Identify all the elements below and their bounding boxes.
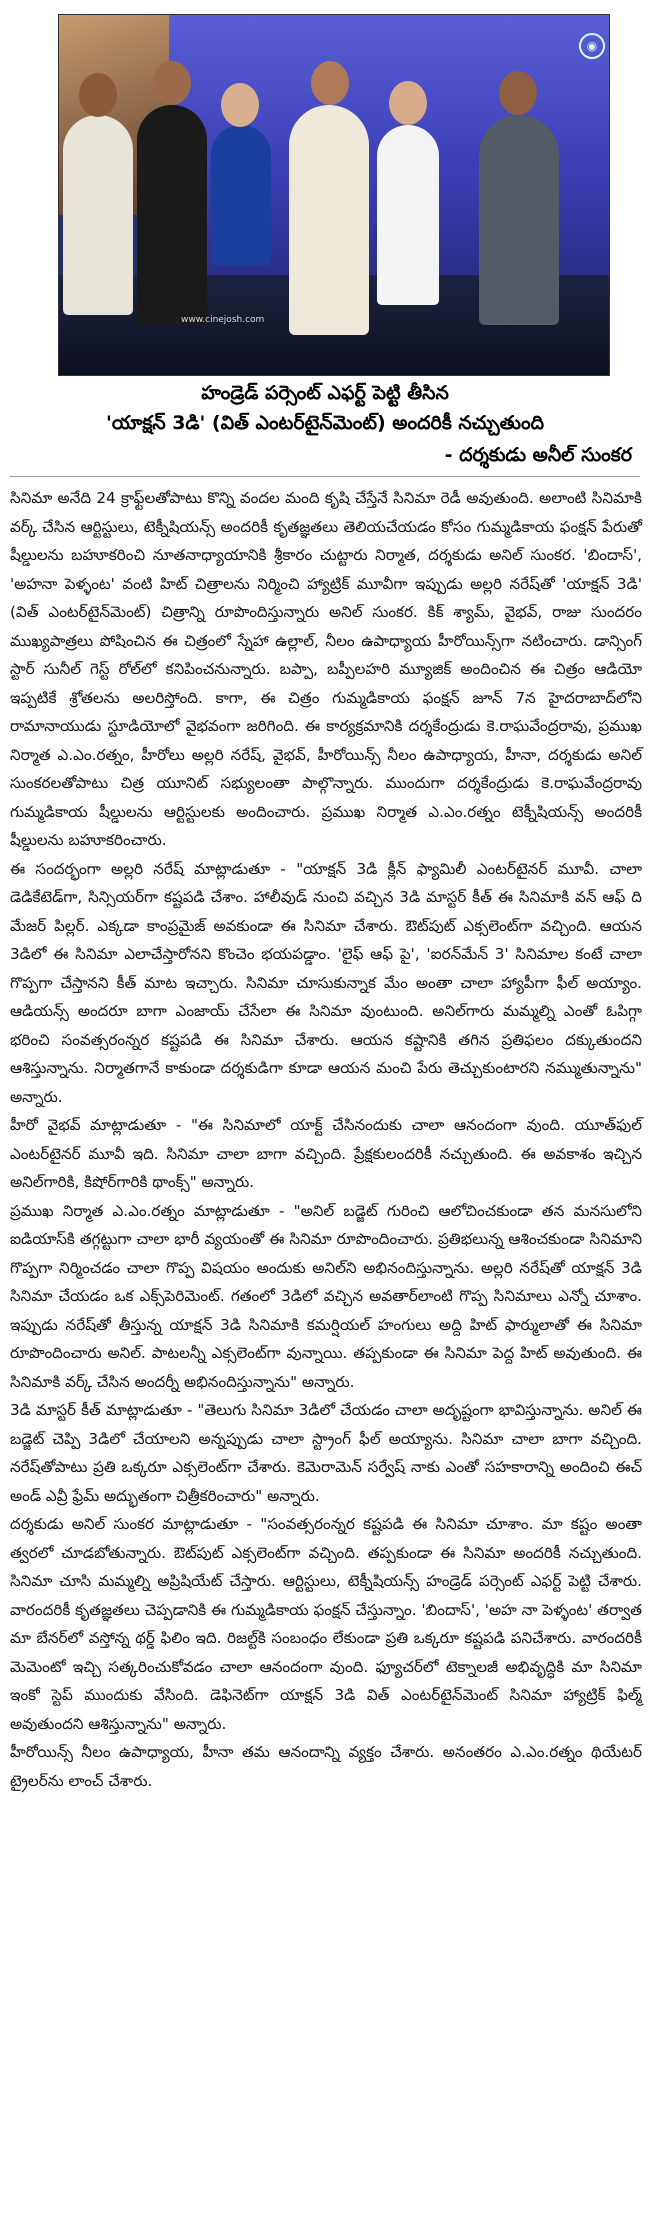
person-5-head	[389, 81, 427, 125]
person-4-head	[311, 61, 349, 105]
person-3-head	[221, 83, 259, 127]
person-6	[479, 115, 559, 325]
paragraph-anil: దర్శకుడు అనిల్ సుంకర మాట్లాడుతూ - "సంవత్సరంన్నర కష్టపడి ఈ సినిమా చూశాం. మా కష్టం అంతా త్వరలో చూడబోతున్నారు. ఔట్‌పుట్ ఎక్సలెంట్‌గా వచ్చింది. తప్పకుండా ఈ సినిమా అందరికీ నచ్చుతుంది. సినిమా చూసి మమ్మల్ని అప్రిషియేట్ చేస్తారు. ఆర్టిస్టులు, టెక్నీషియన్స్ హండ్రెడ్ పర్సెంట్ ఎఫర్ట్ పెట్టి చేశారు. వారందరికీ కృతజ్ఞతలు చెప్పడానికి ఈ గుమ్మడికాయ ఫంక్షన్ చేస్తున్నాం. 'బిందాస్', 'అహ నా పెళ్ళంట' తర్వాత మా బేనర్‌లో వస్తోన్న థర్డ్ ఫిలిం ఇది. రిజల్ట్‌కి సంబంధం లేకుండా ప్రతి ఒక్కరూ కష్టపడి పనిచేశారు. వారందరికీ మెమెంటో ఇచ్చి సత్కరించుకోవడం చాలా ఆనందంగా వుంది. ఫ్యూచర్‌లో టెక్నాలజీ అభివృద్ధికి మా సినిమా ఇంకో స్టెప్ ముందుకు వేసింది. డెఫినెట్‌గా యాక్షన్ 3డి విత్ ఎంటర్‌టైన్‌మెంట్ సినిమా హ్యాట్రిక్ ఫిల్మ్ అవుతుందని ఆశిస్తున్నాను" అన్నారు.	[10, 1515, 642, 1733]
article-body	[10, 484, 642, 1795]
headline-line-1: హండ్రెడ్ పర్సెంట్ ఎఫర్ట్ పెట్టి తీసిన	[201, 382, 449, 404]
person-5	[377, 125, 439, 305]
paragraph-intro: సినిమా అనేది 24 క్రాఫ్ట్‌లతోపాటు కొన్ని వందల మంది కృషి చేస్తేనే సినిమా రెడీ అవుతుంది. అలాంటి సినిమాకి వర్క్ చేసిన ఆర్టిస్టులు, టెక్నీషియన్స్ అందరికీ కృతజ్ఞతలు తెలియచేయడం కోసం గుమ్మడికాయ ఫంక్షన్ పేరుతో షీల్డులను బహూకరించి నూతనాధ్యాయానికి శ్రీకారం చుట్టారు నిర్మాత, దర్శకుడు అనిల్ సుంకర. 'బిందాస్', 'అహనా పెళ్ళంట' వంటి హిట్ చిత్రాలను నిర్మించి హ్యాట్రిక్ మూవీగా ఇప్పుడు అల్లరి నరేష్‌తో 'యాక్షన్ 3డి' (విత్ ఎంటర్‌టైన్‌మెంట్) చిత్రాన్ని రూపొందిస్తున్నారు అనిల్ సుంకర. కిక్ శ్యామ్, వైభవ్, రాజు సుందరం ముఖ్యపాత్రలు పోషించిన ఈ చిత్రంలో స్నేహా ఉల్లాల్, నీలం ఉపాధ్యాయ హీరోయిన్స్‌గా నటించారు. డాన్సింగ్ స్టార్ సునీల్ గెస్ట్ రోల్‌లో కనిపించనున్నారు. బప్పా, బప్పీలహరి మ్యూజిక్ అందించిన ఈ చిత్రం ఆడియో ఇప్పటికే శ్రోతలను అలరిస్తోంది. కాగా, ఈ చిత్రం గుమ్మడికాయ ఫంక్షన్ జూన్ 7న హైదరాబాద్‌లోని రామానాయుడు స్టూడియోలో వైభవంగా జరిగింది. ఈ కార్యక్రమానికి దర్శకేంద్రుడు కె.రాఘవేంద్రరావు, ప్రముఖ నిర్మాత ఎ.ఎం.రత్నం, హీరోలు అల్లరి నరేష్, వైభవ్, హీరోయిన్స్ నీలం ఉపాధ్యాయ, హీనా, దర్శకుడు అనిల్ సుంకరలతోపాటు చిత్ర యూనిట్ సభ్యులంతా పాల్గొన్నారు. ముందుగా దర్శకేంద్రుడు కె.రాఘవేంద్రరావు గుమ్మడికాయ షీల్డులను ఆర్టిస్టులకు అందించారు. ప్రముఖ నిర్మాత ఎ.ఎం.రత్నం టెక్నీషియన్స్ అందరికీ షీల్డులను బహూకరించారు.	[10, 489, 642, 849]
divider	[10, 476, 640, 477]
photo-watermark: www.cinejosh.com	[181, 315, 265, 325]
person-1-head	[79, 73, 117, 117]
person-6-head	[499, 71, 537, 115]
cinejosh-logo-icon: ◉	[579, 33, 605, 59]
headline-line-2: 'యాక్షన్ 3డి' (విత్ ఎంటర్‌టైన్‌మెంట్) అందరికీ నచ్చుతుంది	[106, 412, 544, 434]
person-4	[289, 105, 369, 335]
paragraph-naresh: ఈ సందర్భంగా అల్లరి నరేష్ మాట్లాడుతూ - "యాక్షన్ 3డి క్లీన్ ఫ్యామిలీ ఎంటర్‌టైనర్ మూవీ. చాలా డెడికేటెడ్‌గా, సిన్సియర్‌గా కష్టపడి చేశాం. హాలీవుడ్ నుంచి వచ్చిన 3డి మాస్టర్ కీత్ ఈ సినిమాకి వన్ ఆఫ్ ది మేజర్ పిల్లర్. ఎక్కడా కాంప్రమైజ్ అవకుండా ఈ సినిమా చేశారు. ఔట్‌పుట్ ఎక్సలెంట్‌గా వచ్చింది. ఆయన 3డిలో ఈ సినిమా ఎలాచేస్తారోనని కొంచెం భయపడ్డాం. 'లైఫ్ ఆఫ్ పై', 'ఐరన్‌మేన్ 3' సినిమాల కంటే చాలా గొప్పగా చేస్తానని కీత్ మాట ఇచ్చారు. సినిమా చూసుకున్నాక మేం అంతా చాలా హ్యాపీగా ఫీల్ అయ్యాం. ఆడియన్స్ అందరూ బాగా ఎంజాయ్ చేసేలా ఈ సినిమా వుంటుంది. అనిల్‌గారు మమ్మల్ని ఎంతో ఓపిగ్గా భరించి సంవత్సరంన్నర కష్టపడి ఈ సినిమా చేశారు. ఆయన కష్టానికి తగిన ప్రతిఫలం దక్కుతుందని ఆశిస్తున్నాను. నిర్మాతగానే కాకుండా దర్శకుడిగా కూడా ఆయన మంచి పేరు తెచ్చుకుంటారని నమ్ముతున్నాను" అన్నారు.	[10, 859, 642, 1106]
paragraph-vaibhav: హీరో వైభవ్ మాట్లాడుతూ - "ఈ సినిమాలో యాక్ట్ చేసినందుకు చాలా ఆనందంగా వుంది. యూత్‌ఫుల్ ఎంటర్‌టైనర్ మూవీ ఇది. సినిమా చాలా బాగా వచ్చింది. ప్రేక్షకులందరికీ నచ్చుతుంది. ఈ అవకాశం ఇచ్చిన అనిల్‌గారికి, కిషోర్‌గారికి థాంక్స్" అన్నారు.	[10, 1116, 642, 1191]
person-3	[211, 125, 271, 265]
headline-byline: - దర్శకుడు అనీల్ సుంకర	[444, 444, 632, 466]
person-2	[137, 105, 207, 325]
paragraph-ratnam: ప్రముఖ నిర్మాత ఎ.ఎం.రత్నం మాట్లాడుతూ - "అనిల్ బడ్జెట్ గురించి ఆలోచించకుండా తన మనసులోని ఐడియాస్‌కి తగ్గట్టుగా చాలా భారీ వ్యయంతో ఈ సినిమా రూపొందించారు. ప్రతిభలున్న ఆశించకుండా సినిమాని గొప్పగా నిర్మించడం చాలా గొప్ప విషయం అందుకు అనిల్‌ని అభినందిస్తున్నాను. అల్లరి నరేష్‌తో యాక్షన్ 3డి సినిమా చేయడం ఒక ఎక్స్‌పెరిమెంట్. గతంలో 3డిలో వచ్చిన అవతార్‌లాంటి గొప్ప సినిమాలు ఎన్నో చూశాం. ఇప్పుడు నరేష్‌తో తీస్తున్న యాక్షన్ 3డి సినిమాకి కమర్షియల్ హంగులు అద్ది హిట్ ఫార్ములాతో ఈ సినిమా రూపొందించారు అనిల్. పాటలన్నీ ఎక్సలెంట్‌గా వున్నాయి. తప్పకుండా ఈ సినిమా పెద్ద హిట్ అవుతుంది. ఈ సినిమాకి వర్క్ చేసిన అందర్నీ అభినందిస్తున్నాను" అన్నారు.	[10, 1201, 642, 1391]
event-photo	[58, 14, 610, 376]
paragraph-closing: హీరోయిన్స్ నీలం ఉపాధ్యాయ, హీనా తమ ఆనందాన్ని వ్యక్తం చేశారు. అనంతరం ఎ.ఎం.రత్నం థియేటర్ ట్రైలర్‌ను లాంచ్ చేశారు.	[10, 1743, 642, 1790]
person-2-head	[153, 61, 191, 105]
person-1	[63, 115, 133, 315]
paragraph-keith: 3డి మాస్టర్ కీత్ మాట్లాడుతూ - "తెలుగు సినిమా 3డిలో చేయడం చాలా అదృష్టంగా భావిస్తున్నాను. అనిల్ ఈ బడ్జెట్ చెప్పి 3డిలో చేయాలని అన్నప్పుడు చాలా స్ట్రాంగ్ ఫీల్ అయ్యాను. సినిమా చాలా బాగా వచ్చింది. నరేష్‌తోపాటు ప్రతి ఒక్కరూ ఎక్సలెంట్‌గా చేశారు. కెమెరామెన్ సర్వేష్ నాకు ఎంతో సహకారాన్ని అందించి ఈచ్ అండ్ ఎవ్రీ ఫ్రేమ్ అద్భుతంగా చిత్రీకరించారు" అన్నారు.	[10, 1401, 642, 1505]
